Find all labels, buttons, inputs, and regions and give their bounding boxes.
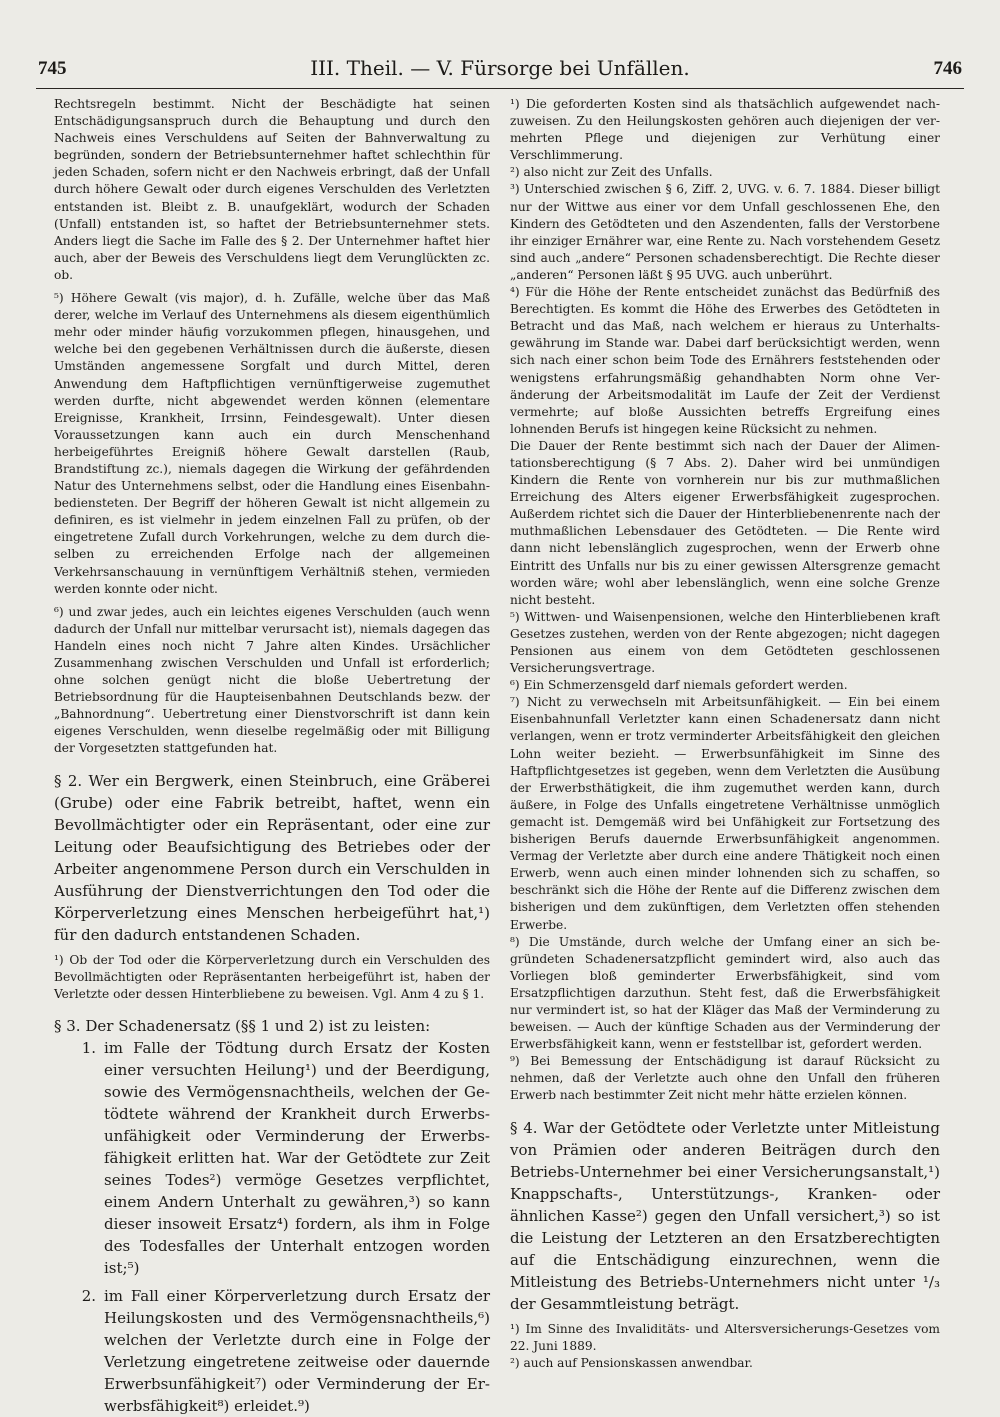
- page-number-right: 746: [933, 58, 962, 79]
- section-4: § 4. War der Getödtete oder Verletzte unter Mitleistung von Prämien oder anderen Beiträgen durch den Betriebs-Unternehmer bei einer Versicherungsanstalt,¹) Knappschafts-, Unterstützungs-, Kranken- oder ähnlichen Kasse²) gegen den Unfall versichert,³) so ist die Leistung der Letzteren an den Ersatzberechtigten auf die Entschädigung einzurechnen, wenn die Mitleistung des Betriebs-Unternehmers nicht unter ¹/₃ der Gesammtleistung beträgt.: [510, 1118, 940, 1313]
- list-item: [54, 1285, 490, 1417]
- footnote-5-hoehere-gewalt: ⁵) Höhere Gewalt (vis major), d. h. Zufälle, welche über das Maß derer, welche im Verlauf des Unternehmens als diesem eigenthümlich mehr oder minder häufig vorzukommen pflegen, hinausgehen, und welche bei den gegebenen Verhältnissen durch die äußerste, diesen Umständen angemessene Sorgfalt und durch Mittel, deren Anwendung dem Haftpflichtigen vernünftigerweise zugemuthet werden durfte, nicht abgewendet werden können (elementare Ereignisse, Krankheit, Irrsinn, Feindesgewalt). Unter diesen Voraussetzungen kann auch ein durch Menschenhand herbeigeführtes Ereigniß höhere Gewalt darstellen (Raub, Brandstiftung zc.), niemals dagegen die Wirkung der gefährdenden Natur des Unternehmens selbst, oder die Handlung eines Eisenbahnbediensteten. Der Begriff der höheren Gewalt ist nicht allgemein zu definiren, es ist vielmehr in jedem einzelnen Fall zu prüfen, ob der eingetretene Zufall durch Vorkehrungen, welche zu dem durch dieselben zu erreichenden Erfolge nach der allgemeinen Verkehrsanschauung in vernünftigem Verhältniß stehen, vermieden werden konnte oder nicht.: [54, 291, 490, 596]
- footnote-7: ⁷) Nicht zu verwechseln mit Arbeitsunfähigkeit. — Ein bei einem Eisenbahnunfall Verletzter kann einen Schadenersatz dann nicht verlangen, wenn er trotz verminderter Arbeitsfähigkeit den gleichen Lohn weiter bezieht. — Erwerbsunfähigkeit im Sinne des Haftpflichtgesetzes ist gegeben, wenn dem Verletzten die Ausübung der Erwerbsthätigkeit, die ihm zugemuthet werden kann, durch äußere, in Folge des Unfalls eingetretene Verhältnisse unmöglich gemacht ist. Demgemäß wird bei Unfähigkeit zur Fortsetzung des bisherigen Berufs dauernde Erwerbsunfähigkeit angenommen. Vermag der Verletzte aber durch eine andere Thätigkeit noch einen Erwerb, wenn auch einen minder lohnenden sich zu schaffen, so beschränkt sich die Höhe der Rente auf die Differenz zwischen dem bisherigen und dem zukünftigen, dem Verletzten offen stehenden Erwerbe.: [510, 695, 940, 932]
- list-item: [54, 1037, 490, 1279]
- section-2: § 2. Wer ein Bergwerk, einen Steinbruch, eine Gräberei (Grube) oder eine Fabrik betreibt, haftet, wenn ein Bevollmächtigter oder ein Repräsentant, oder eine zur Leitung oder Beaufsichtigung des Betriebes oder der Arbeiter angenommene Person durch ein Verschulden in Ausführung der Dienstverrichtungen den Tod oder die Körperverletzung eines Menschen herbeigeführt hat,¹) für den dadurch entstandenen Schaden.: [54, 771, 490, 944]
- footnote-continuation: Rechtsregeln bestimmt. Nicht der Beschädigte hat seinen Entschädigungsanspruch durch die Behauptung und durch den Nachweis eines Verschuldens auf Seiten der Bahnverwaltung zu begründen, sondern der Betriebsunternehmer haftet schlechthin für jeden Schaden, sofern nicht er den Nachweis erbringt, daß der Unfall durch höhere Gewalt oder durch eigenes Verschulden des Verletzten entstanden ist. Bleibt z. B. unaufgeklärt, wodurch der Schaden (Unfall) entstanden ist, so haftet der Betriebsunternehmer stets. Anders liegt die Sache im Falle des § 2. Der Unternehmer haftet hier auch, aber der Beweis des Verschuldens liegt dem Verunglückten zc. ob.: [54, 97, 490, 282]
- footnote-1: ¹) Die geforderten Kosten sind als thatsächlich aufgewendet nachzuweisen. Zu den Heilungskosten gehören auch diejenigen der vermehrten Pflege und diejenigen zur Verhütung einer Verschlimmerung.: [510, 97, 940, 163]
- list-item-text: im Falle der Tödtung durch Ersatz der Kosten einer versuchten Heilung¹) und der Beerdigung, sowie des Vermögensnachtheils, welchen der Getödtete während der Krankheit durch Erwerbsunfähigkeit oder Verminderung der Erwerbsfähigkeit erlitten hat. War der Getödtete zur Zeit seines Todes²) vermöge Gesetzes verpflichtet, einem Andern Unterhalt zu gewähren,³) so kann dieser insoweit Ersatz⁴) fordern, als ihm in Folge des Todesfalles der Unterhalt entzogen worden ist;⁵): [104, 1038, 490, 1277]
- list-item-number: 1.: [81, 1038, 96, 1057]
- section-3-intro: § 3. Der Schadenersatz (§§ 1 und 2) ist zu leisten:: [54, 1016, 431, 1035]
- list-item-number: 2.: [81, 1286, 96, 1305]
- page-header: [36, 54, 964, 89]
- footnote-section-4-1: ¹) Im Sinne des Invaliditäts- und Altersversicherungs-Gesetzes vom 22. Juni 1889.: [510, 1321, 940, 1353]
- footnote-5: ⁵) Wittwen- und Waisenpensionen, welche den Hinterbliebenen kraft Gesetzes zustehen, werden von der Rente abgezogen; nicht dagegen Pensionen aus einem von dem Getödteten geschlossenen Versicherungsvertrage.: [510, 609, 940, 676]
- running-title: III. Theil. — V. Fürsorge bei Unfällen.: [310, 56, 690, 80]
- left-column: [54, 96, 490, 1415]
- footnote-6: ⁶) Ein Schmerzensgeld darf niemals gefordert werden.: [510, 678, 848, 693]
- footnote-3: ³) Unterschied zwischen § 6, Ziff. 2, UVG. v. 6. 7. 1884. Dieser billigt nur der Wittwe aus einer vor dem Unfall geschlossenen Ehe, den Kindern des Getödteten und den Aszendenten, falls der Verstorbene ihr einziger Ernährer war, eine Rente zu. Nach vorstehendem Gesetz sind auch „andere“ Personen schadensberechtigt. Die Rechte dieser „anderen“ Personen läßt § 95 UVG. auch unberührt.: [510, 182, 940, 282]
- footnote-2: ²) also nicht zur Zeit des Unfalls.: [510, 165, 713, 180]
- footnote-9: ⁹) Bei Bemessung der Entschädigung ist darauf Rücksicht zu nehmen, daß der Verletzte auch ohne den Unfall den früheren Erwerb nach bestimmter Zeit nicht mehr hätte erzielen können.: [510, 1054, 940, 1103]
- footnote-section-4-2: ²) auch auf Pensionskassen anwendbar.: [510, 1355, 753, 1370]
- page-number-left: 745: [38, 58, 67, 79]
- footnote-6-verschulden: ⁶) und zwar jedes, auch ein leichtes eigenes Verschulden (auch wenn dadurch der Unfall nur mittelbar verursacht ist), niemals dagegen das Handeln eines noch nicht 7 Jahre alten Kindes. Ursächlicher Zusammenhang zwischen Verschulden und Unfall ist erforderlich; ohne solchen genügt nicht die bloße Uebertretung der Betriebsordnung für die Haupteisenbahnen Deutschlands bezw. der „Bahnordnung“. Uebertretung einer Dienstvorschrift ist dann kein eigenes Verschulden, wenn dieselbe regelmäßig oder mit Billigung der Vorgesetzten stattgefunden hat.: [54, 604, 490, 756]
- list-item-text: im Fall einer Körperverletzung durch Ersatz der Heilungskosten und des Vermögensnachtheils,⁶) welchen der Verletzte durch eine in Folge der Verletzung eingetretene zeitweise oder dauernde Erwerbsunfähigkeit⁷) oder Verminderung der Erwerbsfähigkeit⁸) erleidet.⁹): [104, 1286, 490, 1415]
- footnote-4: ⁴) Für die Höhe der Rente entscheidet zunächst das Bedürfniß des Berechtigten. Es kommt die Höhe des Erwerbes des Getödteten in Betracht und das Maß, nach welchem er hieraus zu Unterhaltsgewährung im Stande war. Dabei darf berücksichtigt werden, wenn sich nach einer schon beim Tode des Ernährers feststehenden oder wenigstens erfahrungsmäßig gehandhabten Norm ohne Veränderung der Arbeitsmodalität im Laufe der Zeit der Verdienst vermehrte; auf bloße Aussichten betreffs Ergreifung eines lohnenden Berufs ist hingegen keine Rücksicht zu nehmen.: [510, 285, 940, 436]
- footnote-8: ⁸) Die Umstände, durch welche der Umfang einer an sich begründeten Schadenersatzpflicht gemindert wird, also auch das Vorliegen bloß geminderter Erwerbsfähigkeit, sind vom Ersatzpflichtigen darzuthun. Steht fest, daß die Erwerbsfähigkeit nur vermindert ist, so hat der Kläger das Maß der Verminderung zu beweisen. — Auch der künftige Schaden aus der Verminderung der Erwerbsfähigkeit kann, wenn er feststellbar ist, gefordert werden.: [510, 934, 940, 1052]
- footnote-4-dauer: Die Dauer der Rente bestimmt sich nach der Dauer der Alimentationsberechtigung (§ 7 Abs. 2). Daher wird bei unmündigen Kindern die Rente von vornherein nur bis zur muthmaßlichen Erreichung des Alters eigener Erwerbsfähigkeit zugesprochen. Außerdem richtet sich die Dauer der Hinterbliebenenrente nach der muthmaßlichen Lebensdauer des Getödteten. — Die Rente wird dann nicht lebenslänglich zugesprochen, wenn der Erwerb ohne Eintritt des Unfalls nur bis zu einer gewissen Altersgrenze gemacht worden wäre; wohl aber lebenslänglich, wenn eine solche Grenze nicht besteht.: [510, 438, 940, 607]
- footnote-section-2: ¹) Ob der Tod oder die Körperverletzung durch ein Verschulden des Bevollmächtigten oder Repräsentanten herbeigeführt ist, haben der Verletzte oder dessen Hinterbliebene zu beweisen. Vgl. Anm 4 zu § 1.: [54, 952, 490, 1001]
- right-column: [510, 96, 940, 1370]
